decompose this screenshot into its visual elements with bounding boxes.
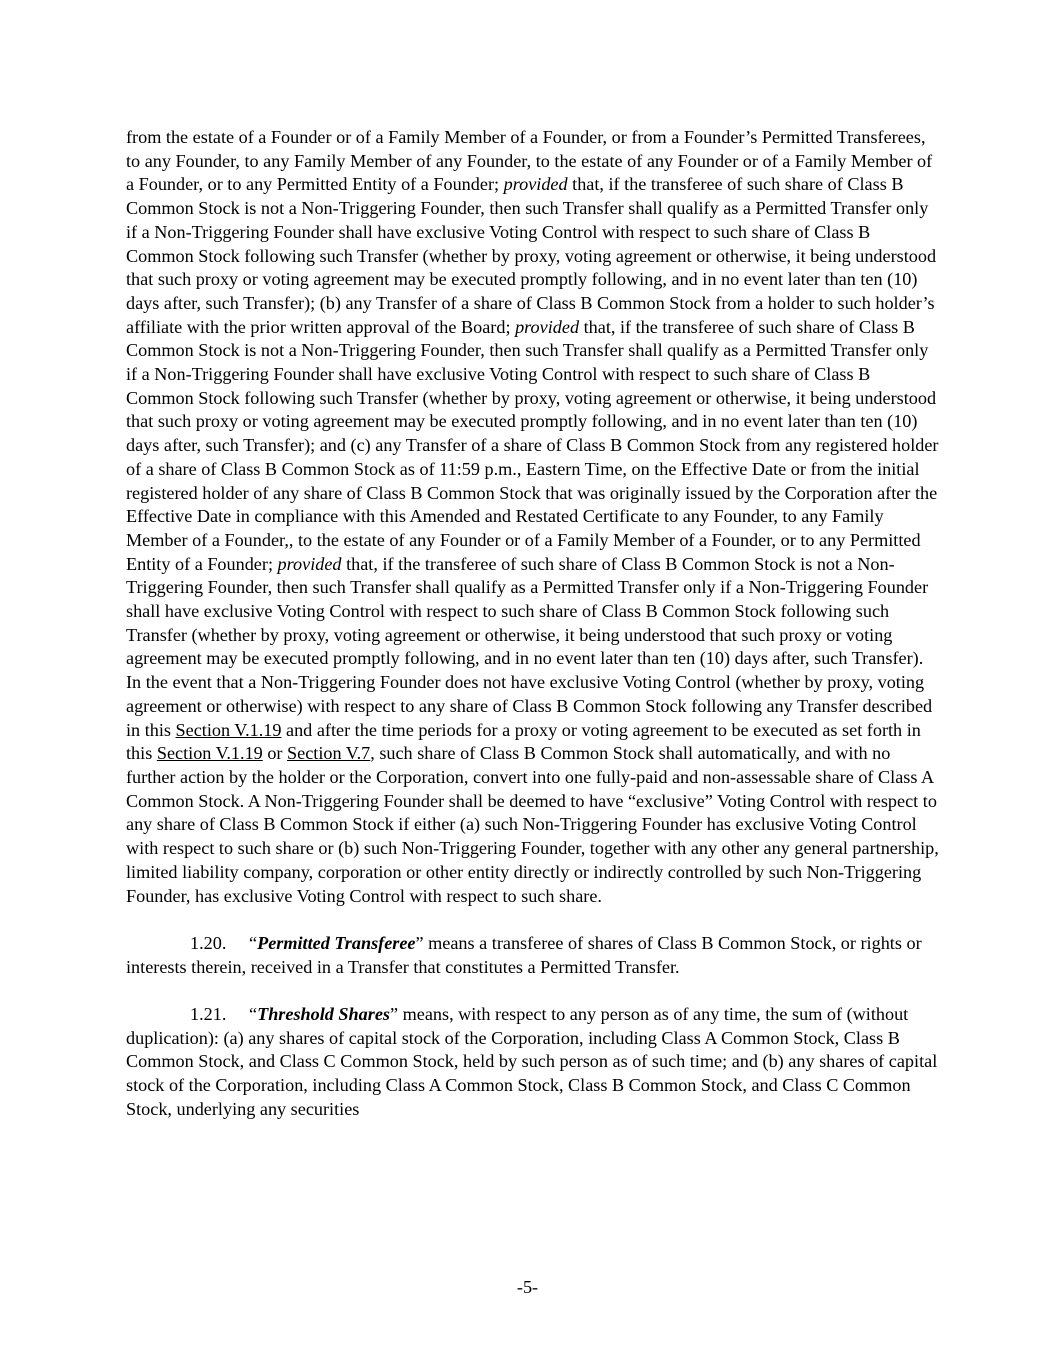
italic-provided: provided	[515, 316, 580, 337]
page-number: -5-	[516, 1277, 539, 1297]
text-run: , such share of Class B Common Stock shall automatically, and with no further action by the holder or the Corporation, convert into one fully-paid and non-assessable share of Class A Common Stock. A Non-Triggering Founder shall be deemed to have “exclusive” Voting Control with respect to any share of Class B Common Stock if either (a) such Non-Triggering Founder has exclusive Voting Control with respect to such share or (b) such Non-Triggering Founder, together with any other any general partnership, limited liability company, corporation or other entity directly or indirectly controlled by such Non-Triggering Founder, has exclusive Voting Control with respect to such share.	[126, 743, 939, 906]
italic-provided: provided	[277, 553, 342, 574]
italic-provided: provided	[503, 174, 568, 195]
section-1-20-paragraph	[126, 932, 942, 979]
open-quote: “	[249, 1003, 258, 1024]
definition-text: ” means a transferee of shares of Class B Common Stock, or rights or interests therein, received in a Transfer that constitutes a Permitted Transfer.	[126, 932, 922, 977]
defined-term: Permitted Transferee	[257, 932, 416, 953]
definition-text: ” means, with respect to any person as of any time, the sum of (without duplication): (a) any shares of capital stock of the Corporation, including Class A Common Stock, Class B Common Stock, and Class C Common Stock, held by such person as of such time; and (b) any shares of capital stock of the Corporation, including Class A Common Stock, Class B Common Stock, and Class C Common Stock, underlying any securities	[126, 1003, 938, 1119]
text-run: and after the time periods for a proxy or voting agreement to be executed as set forth in this	[126, 719, 921, 764]
section-reference-link[interactable]: Section V.7	[287, 743, 371, 764]
section-number: 1.20.	[190, 932, 227, 953]
text-run: that, if the transferee of such share of Class B Common Stock is not a Non-Triggering Founder, then such Transfer shall qualify as a Permitted Transfer only if a Non-Triggering Founder shall have exclusive Voting Control with respect to such share of Class B Common Stock following such Transfer (whether by proxy, voting agreement or otherwise, it being understood that such proxy or voting agreement may be executed promptly following, and in no event later than ten (10) days after, such Transfer). In the event that a Non-Triggering Founder does not have exclusive Voting Control (whether by proxy, voting agreement or otherwise) with respect to any share of Class B Common Stock following any Transfer described in this	[126, 553, 933, 740]
text-run: from the estate of a Founder or of a Family Member of a Founder, or from a Founder’s Permitted Transferees, to any Founder, to any Family Member of any Founder, to the estate of any Founder or of a Family Member of a Founder, or to any Permitted Entity of a Founder;	[126, 127, 933, 195]
section-1-21-paragraph	[126, 1003, 942, 1122]
defined-term: Threshold Shares	[257, 1003, 390, 1024]
text-run: that, if the transferee of such share of Class B Common Stock is not a Non-Triggering Founder, then such Transfer shall qualify as a Permitted Transfer only if a Non-Triggering Founder shall have exclusive Voting Control with respect to such share of Class B Common Stock following such Transfer (whether by proxy, voting agreement or otherwise, it being understood that such proxy or voting agreement may be executed promptly following, and in no event later than ten (10) days after, such Transfer); (b) any Transfer of a share of Class B Common Stock from a holder to such holder’s affiliate with the prior written approval of the Board;	[126, 174, 937, 337]
section-number: 1.21.	[190, 1003, 227, 1024]
paragraph-permitted-transfer-continuation	[126, 126, 942, 908]
section-reference-link[interactable]: Section V.1.19	[156, 743, 263, 764]
open-quote: “	[249, 932, 258, 953]
text-run: or	[262, 743, 288, 764]
section-reference-link[interactable]: Section V.1.19	[175, 719, 282, 740]
document-body	[126, 126, 942, 1122]
text-run: that, if the transferee of such share of Class B Common Stock is not a Non-Triggering Founder, then such Transfer shall qualify as a Permitted Transfer only if a Non-Triggering Founder shall have exclusive Voting Control with respect to such share of Class B Common Stock following such Transfer (whether by proxy, voting agreement or otherwise, it being understood that such proxy or voting agreement may be executed promptly following, and in no event later than ten (10) days after, such Transfer); and (c) any Transfer of a share of Class B Common Stock from any registered holder of a share of Class B Common Stock as of 11:59 p.m., Eastern Time, on the Effective Date or from the initial registered holder of any share of Class B Common Stock that was originally issued by the Corporation after the Effective Date in compliance with this Amended and Restated Certificate to any Founder, to any Family Member of a Founder,, to the estate of any Founder or of a Family Member of a Founder, or to any Permitted Entity of a Founder;	[126, 316, 939, 574]
